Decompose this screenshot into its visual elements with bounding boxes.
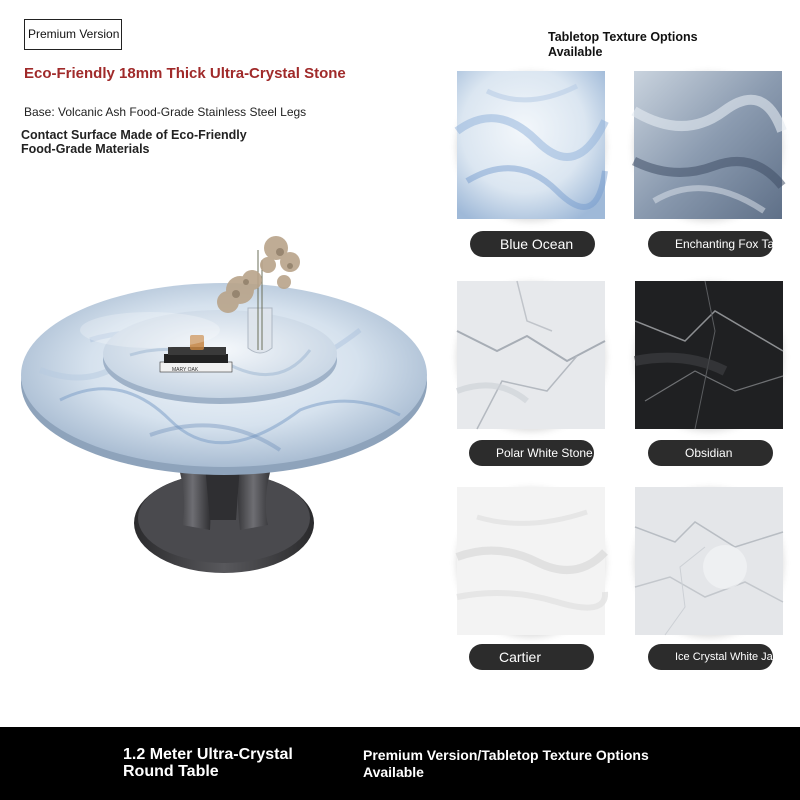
headline: Eco-Friendly 18mm Thick Ultra-Crystal Stone: [24, 65, 346, 82]
texture-label-blue-ocean[interactable]: Blue Ocean: [470, 231, 595, 257]
texture-swatch-obsidian[interactable]: [635, 281, 783, 429]
ice-crystal-marble-image: [635, 487, 783, 635]
texture-swatch-polar-white-stone[interactable]: [457, 281, 605, 429]
texture-swatch-cartier[interactable]: [457, 487, 605, 635]
obsidian-marble-image: [635, 281, 783, 429]
footer-product-name: 1.2 Meter Ultra-Crystal Round Table: [123, 746, 293, 780]
spec-base: Base: Volcanic Ash Food-Grade Stainless Steel Legs: [24, 105, 307, 119]
texture-label-ice-crystal-white-jade[interactable]: Ice Crystal White Jade: [648, 644, 773, 670]
footer-description: Premium Version/Tabletop Texture Options Available: [363, 747, 649, 780]
round-table-image: [0, 220, 440, 600]
spec-contact-surface: Contact Surface Made of Eco-Friendly Food-Grade Materials: [21, 128, 247, 156]
blue-ocean-marble-image: [457, 71, 605, 219]
texture-label-cartier[interactable]: Cartier: [469, 644, 594, 670]
polar-white-marble-image: [457, 281, 605, 429]
texture-label-polar-white-stone[interactable]: Polar White Stone: [469, 440, 594, 466]
cartier-marble-image: [457, 487, 605, 635]
texture-swatch-blue-ocean[interactable]: [457, 71, 605, 219]
texture-label-obsidian[interactable]: Obsidian: [648, 440, 773, 466]
texture-swatch-ice-crystal-white-jade[interactable]: [635, 487, 783, 635]
book-spine-text: MARY OAK: [172, 367, 199, 373]
texture-options-title: Tabletop Texture Options Available: [548, 30, 698, 59]
texture-swatch-enchanting-fox-tail[interactable]: [634, 71, 782, 219]
texture-label-enchanting-fox-tail[interactable]: Enchanting Fox Tail: [648, 231, 773, 257]
footer-banner: [0, 727, 800, 800]
premium-version-badge: Premium Version: [24, 19, 122, 50]
fox-tail-marble-image: [634, 71, 782, 219]
